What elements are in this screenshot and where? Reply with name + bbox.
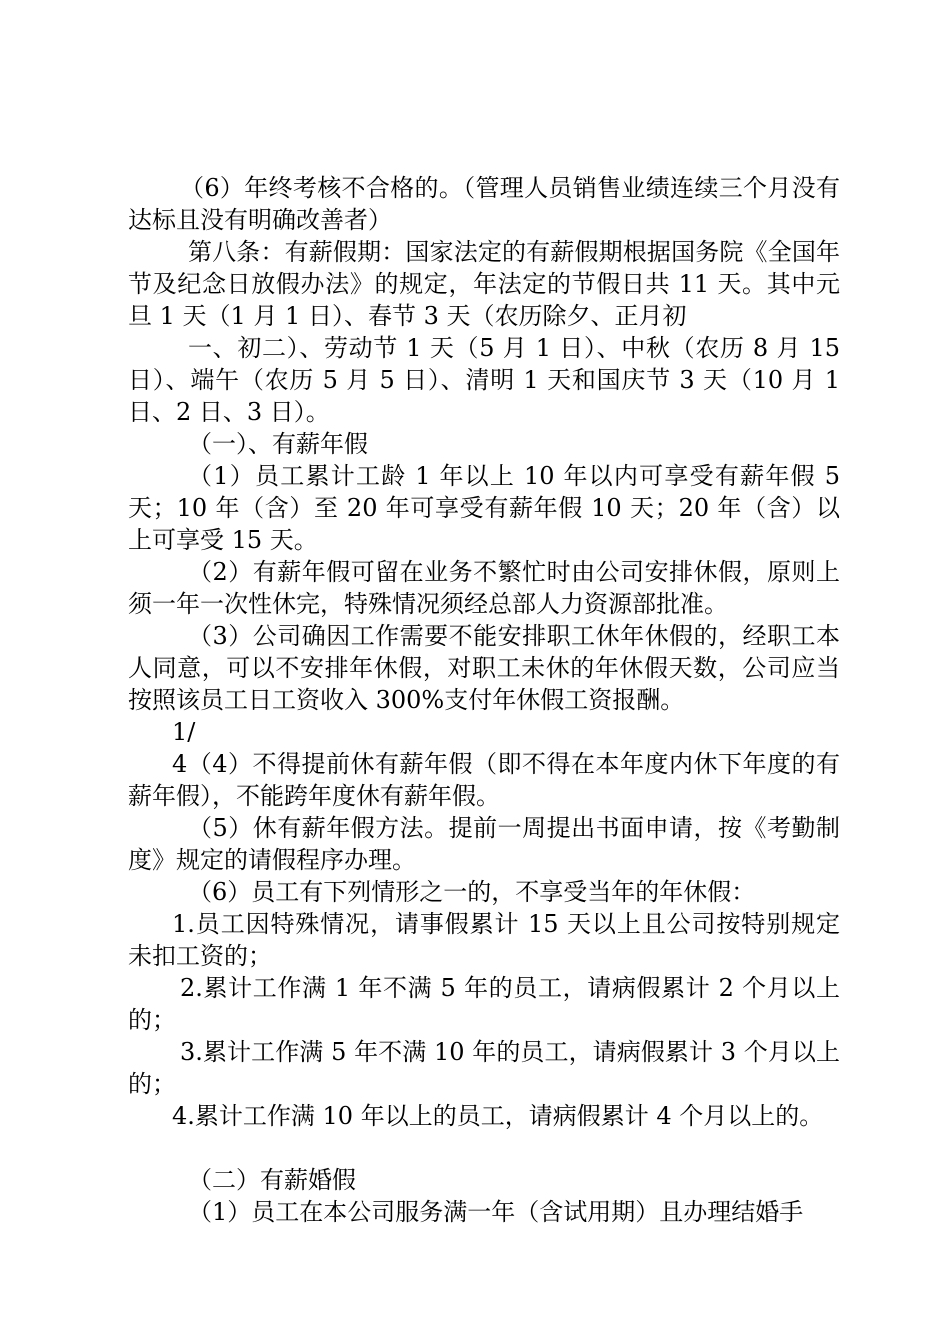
list-item-exclusion-1: 1.员工因特殊情况，请事假累计 15 天以上且公司按特别规定未扣工资的；: [128, 910, 840, 970]
paragraph-annual-review: （6）年终考核不合格的。（管理人员销售业绩连续三个月没有达标且没有明确改善者）: [128, 174, 840, 234]
section-heading-annual-leave: （一）、有薪年假: [188, 430, 368, 458]
page-marker: 1/: [172, 718, 196, 746]
paragraph-spacer: [128, 1132, 840, 1164]
paragraph-annual-leave-3: （3）公司确因工作需要不能安排职工休年休假的，经职工本人同意，可以不安排年休假，对职工未休的年休假天数，公司应当按照该员工日工资收入 300%支付年休假工资报酬。: [128, 622, 840, 714]
paragraph-holidays-list: 一、初二）、劳动节 1 天（5 月 1 日）、中秋（农历 8 月 15 日）、端午（农历 5 月 5 日）、清明 1 天和国庆节 3 天（10 月 1 日、2 日、3 日）。: [128, 334, 840, 426]
section-heading-marriage-leave: （二）有薪婚假: [188, 1166, 356, 1194]
paragraph-annual-leave-1: （1）员工累计工龄 1 年以上 10 年以内可享受有薪年假 5 天；10 年（含）至 20 年可享受有薪年假 10 天；20 年（含）以上可享受 15 天。: [128, 462, 840, 554]
document-page: [128, 172, 840, 1228]
paragraph-annual-leave-6: （6）员工有下列情形之一的，不享受当年的年休假：: [188, 878, 756, 906]
paragraph-article-eight: 第八条：有薪假期：国家法定的有薪假期根据国务院《全国年节及纪念日放假办法》的规定，年法定的节假日共 11 天。其中元旦 1 天（1 月 1 日）、春节 3 天（农历除夕、正月初: [128, 238, 840, 330]
paragraph-annual-leave-5: （5）休有薪年假方法。提前一周提出书面申请，按《考勤制度》规定的请假程序办理。: [128, 814, 840, 874]
paragraph-marriage-leave-1: （1）员工在本公司服务满一年（含试用期）且办理结婚手: [188, 1198, 804, 1226]
list-item-exclusion-3: 3.累计工作满 5 年不满 10 年的员工，请病假累计 3 个月以上的；: [128, 1038, 840, 1098]
paragraph-annual-leave-4: 4（4）不得提前休有薪年假（即不得在本年度内休下年度的有薪年假），不能跨年度休有薪年假。: [128, 750, 840, 810]
list-item-exclusion-2: 2.累计工作满 1 年不满 5 年的员工，请病假累计 2 个月以上的；: [128, 974, 840, 1034]
paragraph-annual-leave-2: （2）有薪年假可留在业务不繁忙时由公司安排休假，原则上须一年一次性休完，特殊情况须经总部人力资源部批准。: [128, 558, 840, 618]
list-item-exclusion-4: 4.累计工作满 10 年以上的员工，请病假累计 4 个月以上的。: [172, 1102, 824, 1130]
